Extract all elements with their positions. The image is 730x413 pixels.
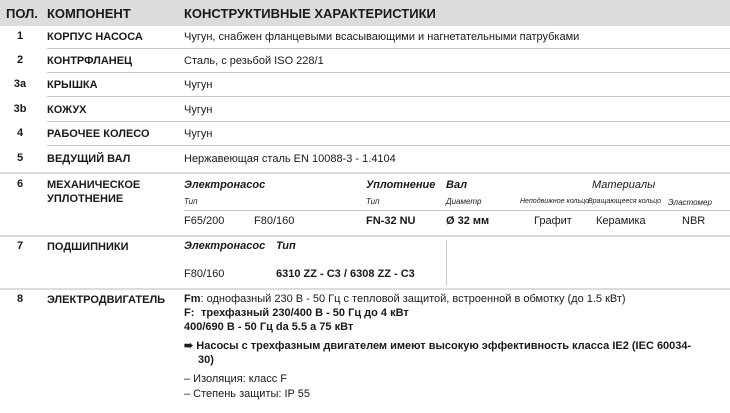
row-divider: [47, 72, 730, 73]
row-pos: 6: [16, 178, 24, 190]
row-component: ПОДШИПНИКИ: [47, 241, 129, 253]
section-separator: [0, 235, 730, 237]
seal-value: FN-32 NU: [366, 215, 416, 227]
motor-row: [0, 293, 730, 411]
row-desc: Чугун: [184, 79, 213, 91]
seal-pump-2: F80/160: [254, 215, 295, 227]
section-separator: [0, 288, 730, 290]
row-desc: Чугун: [184, 128, 213, 140]
row-component: КРЫШКА: [47, 79, 98, 91]
seal-header-elastomer: Эластомер: [668, 198, 712, 207]
header-pos: ПОЛ.: [6, 6, 38, 21]
row-pos: 7: [16, 240, 24, 252]
row-component: МЕХАНИЧЕСКОЕ УПЛОТНЕНИЕ: [47, 179, 141, 205]
motor-note: ➠ Насосы с трехфазным двигателем имеют высокую эффективность класса IE2 (IEC 60034-: [184, 340, 692, 352]
header-features: КОНСТРУКТИВНЫЕ ХАРАКТЕРИСТИКИ: [184, 6, 436, 21]
row-pos: 5: [16, 152, 24, 164]
motor-fm-line: Fm: однофазный 230 В - 50 Гц с тепловой защитой, встроенной в обмотку (до 1.5 кВт): [184, 293, 626, 305]
table-header: [0, 0, 730, 26]
bearing-header-type: Тип: [276, 240, 296, 252]
row-desc: Нержавеющая сталь EN 10088-3 - 1.4104: [184, 153, 396, 165]
motor-f-line1: трехфазный 230/400 В - 50 Гц до 4 кВт: [201, 307, 409, 319]
row-desc: Чугун, снабжен фланцевыми всасывающими и нагнетательными патрубками: [184, 31, 580, 43]
seal-divider: [184, 210, 730, 211]
arrow-icon: ➠: [184, 340, 194, 352]
section-separator: [0, 172, 730, 174]
row-desc: Сталь, с резьбой ISO 228/1: [184, 55, 324, 67]
seal-header-rotating: Вращающееся кольцо: [588, 198, 662, 205]
row-divider: [47, 96, 730, 97]
row-pos: 2: [16, 54, 24, 66]
row-divider: [47, 48, 730, 49]
bearing-header-pump: Электронасос: [184, 240, 266, 252]
bearing-table-edge: [446, 240, 447, 286]
row-pos: 3a: [13, 78, 27, 90]
row-component: ВЕДУЩИЙ ВАЛ: [47, 153, 131, 165]
row-component: ЭЛЕКТРОДВИГАТЕЛЬ: [47, 294, 166, 306]
row-divider: [47, 145, 730, 146]
seal-stationary-value: Графит: [534, 215, 572, 227]
row-component: КОЖУХ: [47, 104, 87, 116]
seal-header-materials: Материалы: [592, 179, 656, 191]
row-pos: 8: [16, 293, 24, 305]
row-component: РАБОЧЕЕ КОЛЕСО: [47, 128, 150, 140]
seal-header-diameter: Диаметр: [446, 197, 482, 206]
bearing-pump: F80/160: [184, 268, 225, 280]
seal-row: [0, 178, 730, 233]
row-component: КОРПУС НАСОСА: [47, 31, 143, 43]
seal-header-stationary: Неподвижное кольцо: [520, 198, 590, 205]
row-pos: 4: [16, 127, 24, 139]
row-pos: 3b: [13, 103, 27, 115]
motor-protection: – Степень защиты: IP 55: [184, 388, 310, 400]
seal-rotating-value: Керамика: [596, 215, 646, 227]
bearing-row: [0, 240, 730, 286]
seal-header-shaft: Вал: [446, 179, 468, 191]
motor-f-label: F:: [184, 307, 195, 319]
row-pos: 1: [16, 30, 24, 42]
seal-header-seal-type: Тип: [366, 197, 380, 206]
row-component: КОНТРФЛАНЕЦ: [47, 55, 133, 67]
bearing-type: 6310 ZZ - C3 / 6308 ZZ - C3: [276, 268, 415, 280]
seal-header-type: Тип: [184, 197, 198, 206]
row-desc: Чугун: [184, 104, 213, 116]
row-divider: [47, 121, 730, 122]
header-component: КОМПОНЕНТ: [47, 6, 131, 21]
seal-pump-1: F65/200: [184, 215, 225, 227]
seal-header-seal: Уплотнение: [366, 179, 436, 191]
motor-note-l2: 30): [198, 354, 214, 366]
motor-insulation: – Изоляция: класс F: [184, 373, 288, 385]
motor-f-line2: 400/690 В - 50 Гц da 5.5 a 75 кВт: [184, 321, 354, 333]
seal-diameter-value: Ø 32 мм: [446, 215, 490, 227]
seal-elastomer-value: NBR: [682, 215, 706, 227]
seal-header-pump: Электронасос: [184, 179, 266, 191]
